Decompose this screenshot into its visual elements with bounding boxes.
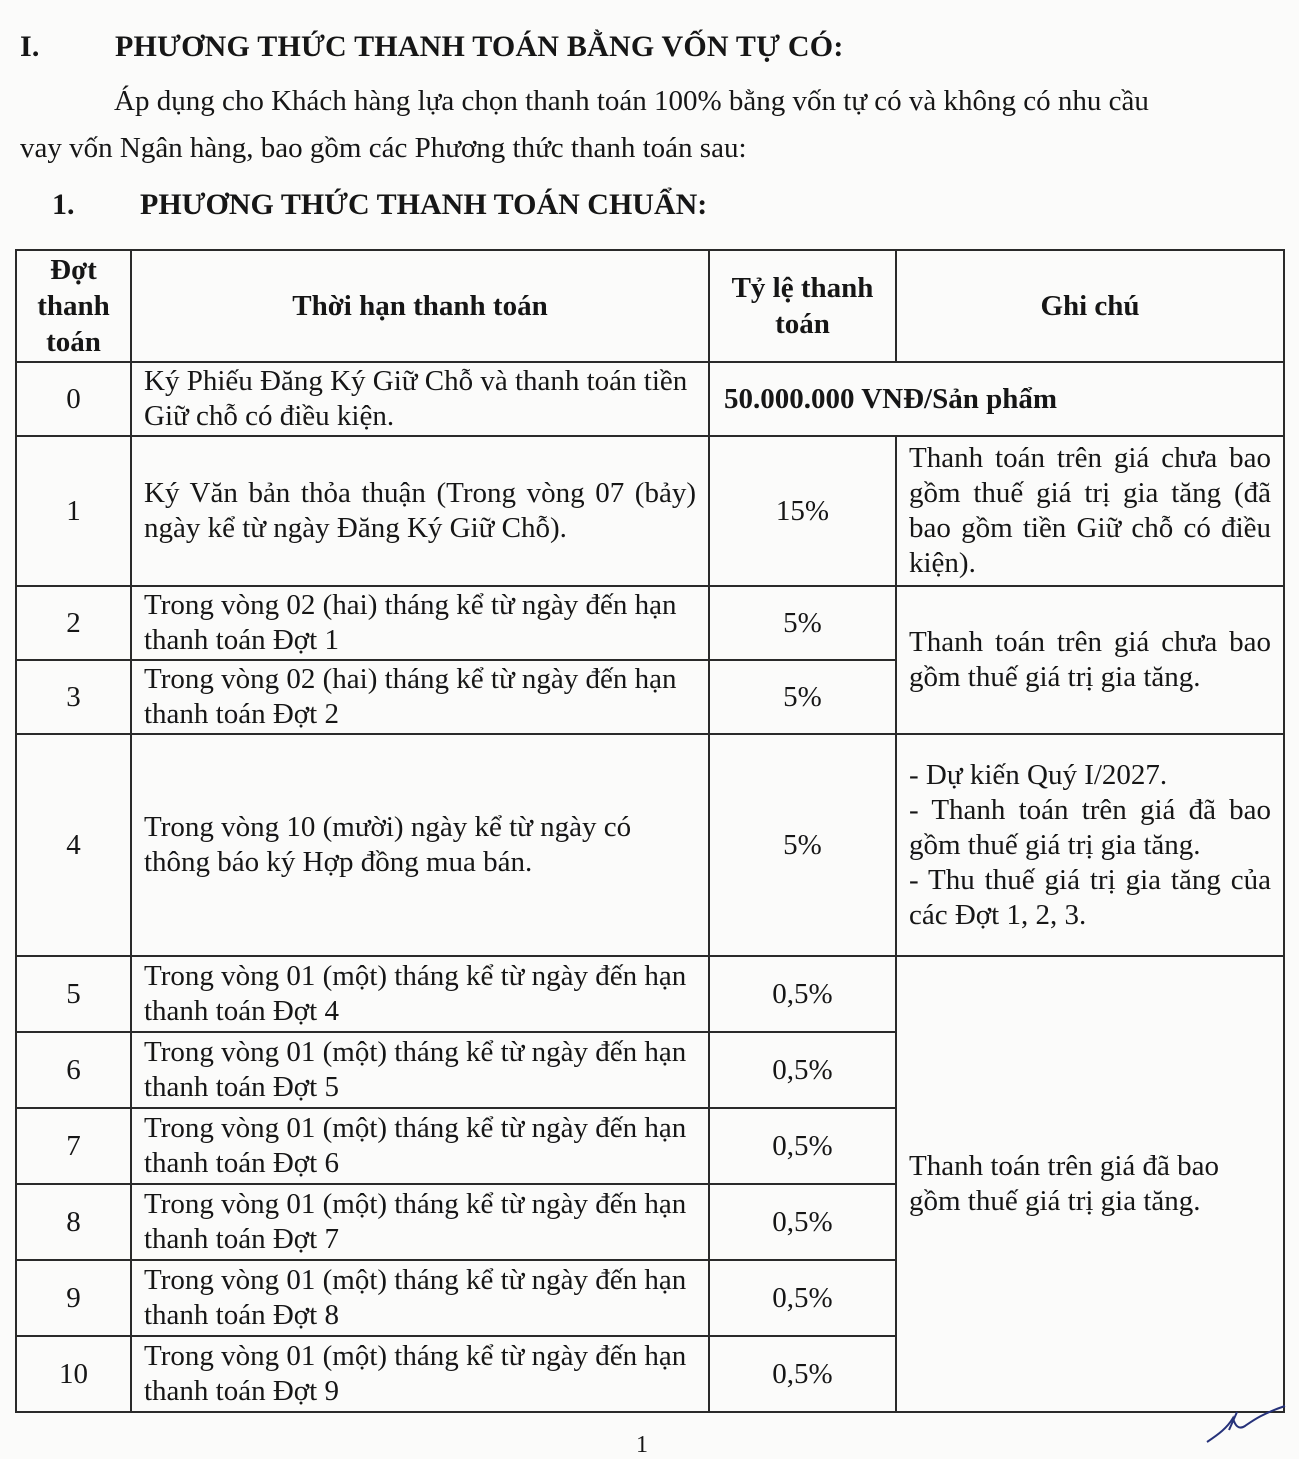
installment-cell: 10 bbox=[16, 1336, 131, 1412]
deadline-cell: Trong vòng 01 (một) tháng kể từ ngày đến hạn thanh toán Đợt 6 bbox=[131, 1108, 709, 1184]
table-row bbox=[16, 586, 1284, 660]
intro-line-2: vay vốn Ngân hàng, bao gồm các Phương thức thanh toán sau: bbox=[20, 132, 747, 164]
note-cell bbox=[896, 734, 1284, 956]
installment-cell: 2 bbox=[16, 586, 131, 660]
header-rate: Tỷ lệ thanh toán bbox=[709, 250, 896, 362]
payment-schedule-table bbox=[15, 249, 1285, 1413]
deadline-cell: Trong vòng 02 (hai) tháng kể từ ngày đến hạn thanh toán Đợt 2 bbox=[131, 660, 709, 734]
section-heading bbox=[20, 30, 844, 64]
rate-cell: 5% bbox=[709, 734, 896, 956]
rate-cell: 15% bbox=[709, 436, 896, 586]
signature-mark bbox=[1199, 1404, 1289, 1444]
installment-cell: 8 bbox=[16, 1184, 131, 1260]
table-row bbox=[16, 362, 1284, 436]
note-cell: Thanh toán trên giá chưa bao gồm thuế giá trị gia tăng (đã bao gồm tiền Giữ chỗ có điều kiện). bbox=[896, 436, 1284, 586]
table-row bbox=[16, 436, 1284, 586]
rate-cell: 0,5% bbox=[709, 1108, 896, 1184]
rate-cell: 0,5% bbox=[709, 1260, 896, 1336]
installment-cell: 7 bbox=[16, 1108, 131, 1184]
header-installment: Đợt thanh toán bbox=[16, 250, 131, 362]
subsection-title: PHƯƠNG THỨC THANH TOÁN CHUẨN: bbox=[140, 188, 708, 221]
table-row bbox=[16, 956, 1284, 1032]
installment-cell: 9 bbox=[16, 1260, 131, 1336]
table-header-row bbox=[16, 250, 1284, 362]
subsection-heading bbox=[52, 188, 707, 222]
installment-cell: 0 bbox=[16, 362, 131, 436]
page-number: 1 bbox=[636, 1432, 648, 1458]
note-cell: Thanh toán trên giá chưa bao gồm thuế giá trị gia tăng. bbox=[896, 586, 1284, 734]
deadline-cell: Ký Phiếu Đăng Ký Giữ Chỗ và thanh toán tiền Giữ chỗ có điều kiện. bbox=[131, 362, 709, 436]
note-line: - Thanh toán trên giá đã bao gồm thuế giá trị gia tăng. bbox=[909, 793, 1271, 861]
deadline-cell: Trong vòng 10 (mười) ngày kể từ ngày có thông báo ký Hợp đồng mua bán. bbox=[131, 734, 709, 956]
note-line: - Thu thuế giá trị gia tăng của các Đợt 1, 2, 3. bbox=[909, 863, 1271, 931]
rate-cell: 0,5% bbox=[709, 1336, 896, 1412]
rate-cell: 5% bbox=[709, 586, 896, 660]
rate-cell: 0,5% bbox=[709, 1032, 896, 1108]
section-number: I. bbox=[20, 30, 40, 63]
installment-cell: 5 bbox=[16, 956, 131, 1032]
deadline-cell: Trong vòng 01 (một) tháng kể từ ngày đến hạn thanh toán Đợt 4 bbox=[131, 956, 709, 1032]
deadline-cell: Trong vòng 01 (một) tháng kể từ ngày đến hạn thanh toán Đợt 8 bbox=[131, 1260, 709, 1336]
table-row bbox=[16, 734, 1284, 956]
rate-cell-merged: 50.000.000 VNĐ/Sản phẩm bbox=[709, 362, 1284, 436]
deadline-cell: Trong vòng 01 (một) tháng kể từ ngày đến hạn thanh toán Đợt 5 bbox=[131, 1032, 709, 1108]
note-line: - Dự kiến Quý I/2027. bbox=[909, 758, 1168, 791]
rate-cell: 0,5% bbox=[709, 956, 896, 1032]
installment-cell: 4 bbox=[16, 734, 131, 956]
note-cell: Thanh toán trên giá đã bao gồm thuế giá trị gia tăng. bbox=[896, 956, 1284, 1412]
deadline-cell: Ký Văn bản thỏa thuận (Trong vòng 07 (bảy) ngày kể từ ngày Đăng Ký Giữ Chỗ). bbox=[131, 436, 709, 586]
installment-cell: 6 bbox=[16, 1032, 131, 1108]
header-note: Ghi chú bbox=[896, 250, 1284, 362]
intro-paragraph bbox=[20, 78, 1290, 172]
rate-cell: 5% bbox=[709, 660, 896, 734]
deadline-cell: Trong vòng 01 (một) tháng kể từ ngày đến hạn thanh toán Đợt 7 bbox=[131, 1184, 709, 1260]
installment-cell: 3 bbox=[16, 660, 131, 734]
section-title: PHƯƠNG THỨC THANH TOÁN BẰNG VỐN TỰ CÓ: bbox=[115, 30, 844, 63]
rate-cell: 0,5% bbox=[709, 1184, 896, 1260]
header-deadline: Thời hạn thanh toán bbox=[131, 250, 709, 362]
deadline-cell: Trong vòng 02 (hai) tháng kể từ ngày đến hạn thanh toán Đợt 1 bbox=[131, 586, 709, 660]
deadline-cell: Trong vòng 01 (một) tháng kể từ ngày đến hạn thanh toán Đợt 9 bbox=[131, 1336, 709, 1412]
intro-line-1: Áp dụng cho Khách hàng lựa chọn thanh toán 100% bằng vốn tự có và không có nhu cầu bbox=[114, 85, 1149, 117]
subsection-number: 1. bbox=[52, 188, 75, 221]
installment-cell: 1 bbox=[16, 436, 131, 586]
